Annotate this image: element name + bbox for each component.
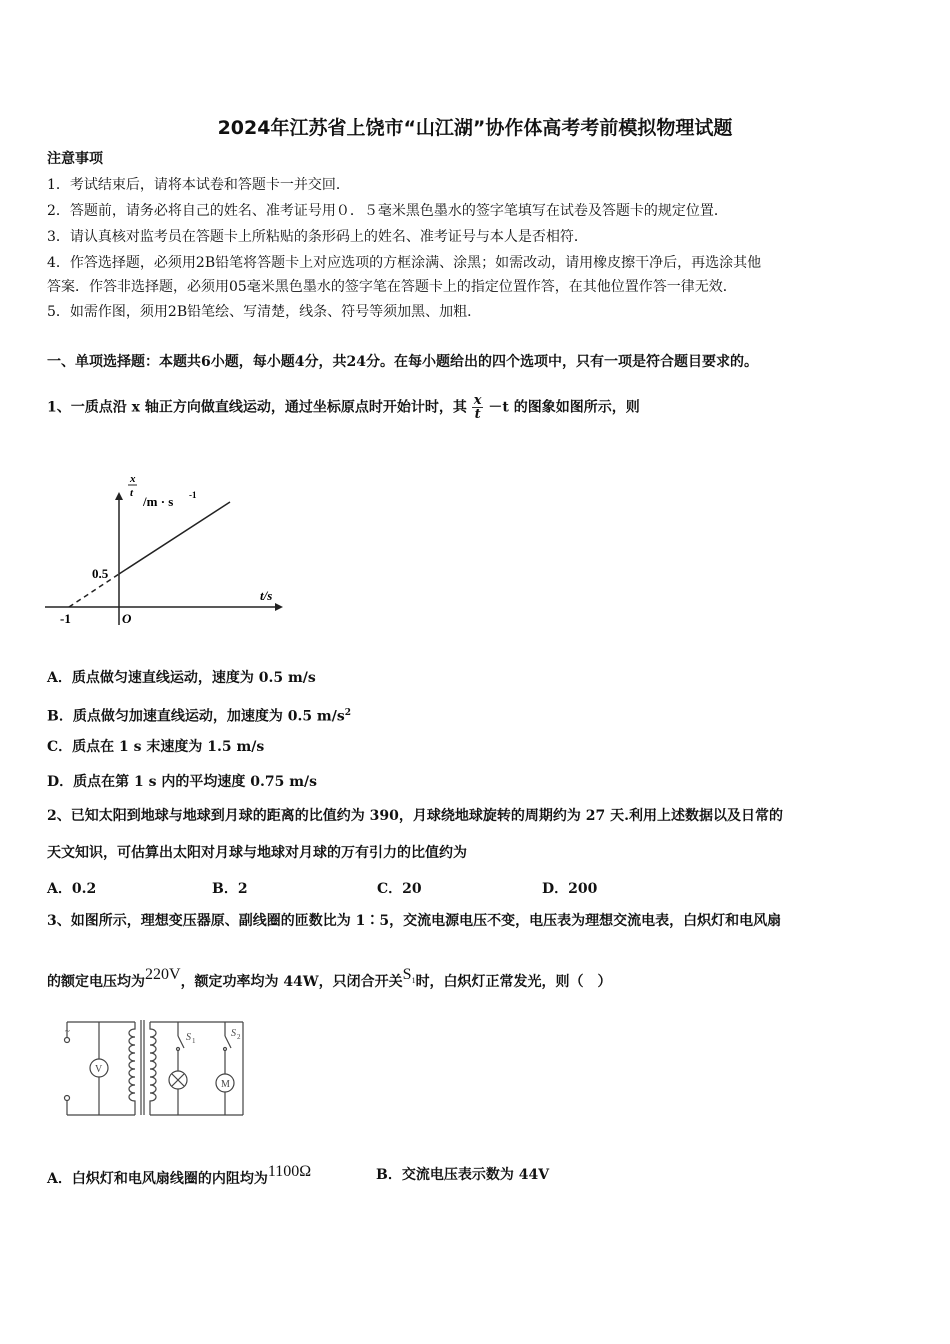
q1-frac-den: t (474, 407, 481, 422)
y-tick-label: 0.5 (92, 566, 109, 581)
q1-graph (40, 470, 290, 630)
q3-switch-sub: 1 (411, 976, 416, 986)
q2-option-c: C．20 (377, 881, 422, 897)
q3-option-a-text: A．白炽灯和电风扇线圈的内阻均为 (47, 1171, 268, 1187)
s2-label: S (231, 1028, 236, 1039)
q2-option-a: A．0.2 (47, 881, 97, 897)
question-2-line-1: 2、已知太阳到地球与地球到月球的距离的比值约为 390，月球绕地球旋转的周期约为 27 天.利用上述数据以及日常的 (47, 808, 783, 824)
y-unit-exp: -1 (189, 490, 197, 500)
q3-switch (402, 966, 416, 986)
origin-label: O (122, 611, 132, 626)
switch-s1 (178, 1036, 184, 1048)
section-heading: 一、单项选择题：本题共6小题，每小题4分，共24分。在每小题给出的四个选项中，只有一项是符合题目要求的。 (47, 354, 758, 370)
q3-circuit (55, 1015, 255, 1120)
y-axis-arrow (115, 492, 123, 500)
svg-text:~: ~ (65, 1026, 70, 1036)
x-tick-label: -1 (60, 611, 71, 626)
y-label-num: x (130, 473, 136, 485)
notice-item-4-cont: 答案．作答非选择题，必须用05毫米黑色墨水的签字笔在答题卡上的指定位置作答，在其他位置作答一律无效． (47, 279, 737, 295)
page-title: 2024年江苏省上饶市“山江湖”协作体高考考前模拟物理试题 (217, 117, 733, 139)
q3-switch-letter: S (402, 966, 412, 983)
q3-option-a (47, 1163, 311, 1188)
secondary-coil (150, 1022, 156, 1115)
source-terminal-top (65, 1038, 70, 1043)
question-2-line-2: 天文知识，可估算出太阳对月球与地球对月球的万有引力的比值约为 (47, 845, 467, 861)
s1-label: S (186, 1032, 191, 1043)
q1-option-b-sup: 2 (344, 708, 352, 718)
q1-option-c: C．质点在 1 s 末速度为 1.5 m/s (47, 739, 265, 755)
y-unit: /m · s (143, 494, 174, 509)
notice-item-4: 4．作答选择题，必须用2B铅笔将答题卡上对应选项的方框涂满、涂黑；如需改动，请用橡皮擦干净后，再选涂其他 (47, 255, 762, 271)
motor-label: M (221, 1079, 230, 1090)
q3-voltage: 220V (145, 966, 181, 983)
q1-stem-after: －t 的图象如图所示，则 (488, 399, 640, 416)
notice-item-1: 1．考试结束后，请将本试卷和答题卡一并交回． (47, 177, 350, 193)
q1-option-b (47, 704, 351, 726)
q2-option-d: D．200 (542, 881, 598, 897)
q1-option-b-text: B．质点做匀加速直线运动，加速度为 0.5 m/s (47, 708, 345, 725)
q3-option-a-value: 1100Ω (267, 1163, 312, 1180)
q2-option-b: B．2 (212, 881, 248, 897)
question-3-line-2 (47, 966, 612, 991)
x-axis-arrow (275, 603, 283, 611)
notice-item-2: 2．答题前，请务必将自己的姓名、准考证号用０．５毫米黑色墨水的签字笔填写在试卷及答题卡的规定位置． (47, 203, 728, 219)
s2-label-sub: 2 (237, 1033, 241, 1041)
q3-line2-c: 时，白炽灯正常发光，则（ ） (415, 974, 612, 990)
q1-option-d: D．质点在第 1 s 内的平均速度 0.75 m/s (47, 774, 318, 790)
primary-coil (129, 1022, 135, 1115)
notice-heading: 注意事项 (47, 151, 103, 167)
y-label-den: t (130, 487, 134, 499)
q1-stem-before: 1、一质点沿 x 轴正方向做直线运动，通过坐标原点时开始计时，其 (47, 399, 467, 416)
question-1-stem (47, 394, 640, 421)
notice-item-5: 5．如需作图，须用2B铅笔绘、写清楚，线条、符号等须加黑、加粗． (47, 304, 482, 320)
q3-line2-b: ，额定功率均为 44W，只闭合开关 (180, 974, 403, 990)
q3-line2-a: 的额定电压均为 (47, 974, 145, 990)
q1-frac-num: x (473, 393, 482, 408)
q1-fraction (472, 394, 484, 421)
notice-item-3: 3．请认真核对监考员在答题卡上所粘贴的条形码上的姓名、准考证号与本人是否相符． (47, 229, 588, 245)
x-axis-label: t/s (260, 588, 273, 603)
graph-line (119, 502, 230, 574)
q3-option-b: B．交流电压表示数为 44V (376, 1167, 550, 1183)
question-3-line-1: 3、如图所示，理想变压器原、副线圈的匝数比为 1∶5，交流电源电压不变，电压表为理想交流电表，白炽灯和电风扇 (47, 913, 782, 929)
s1-label-sub: 1 (192, 1037, 196, 1045)
q1-option-a: A．质点做匀速直线运动，速度为 0.5 m/s (47, 670, 316, 686)
voltmeter-label: V (95, 1064, 103, 1075)
source-terminal-bottom (65, 1096, 70, 1101)
